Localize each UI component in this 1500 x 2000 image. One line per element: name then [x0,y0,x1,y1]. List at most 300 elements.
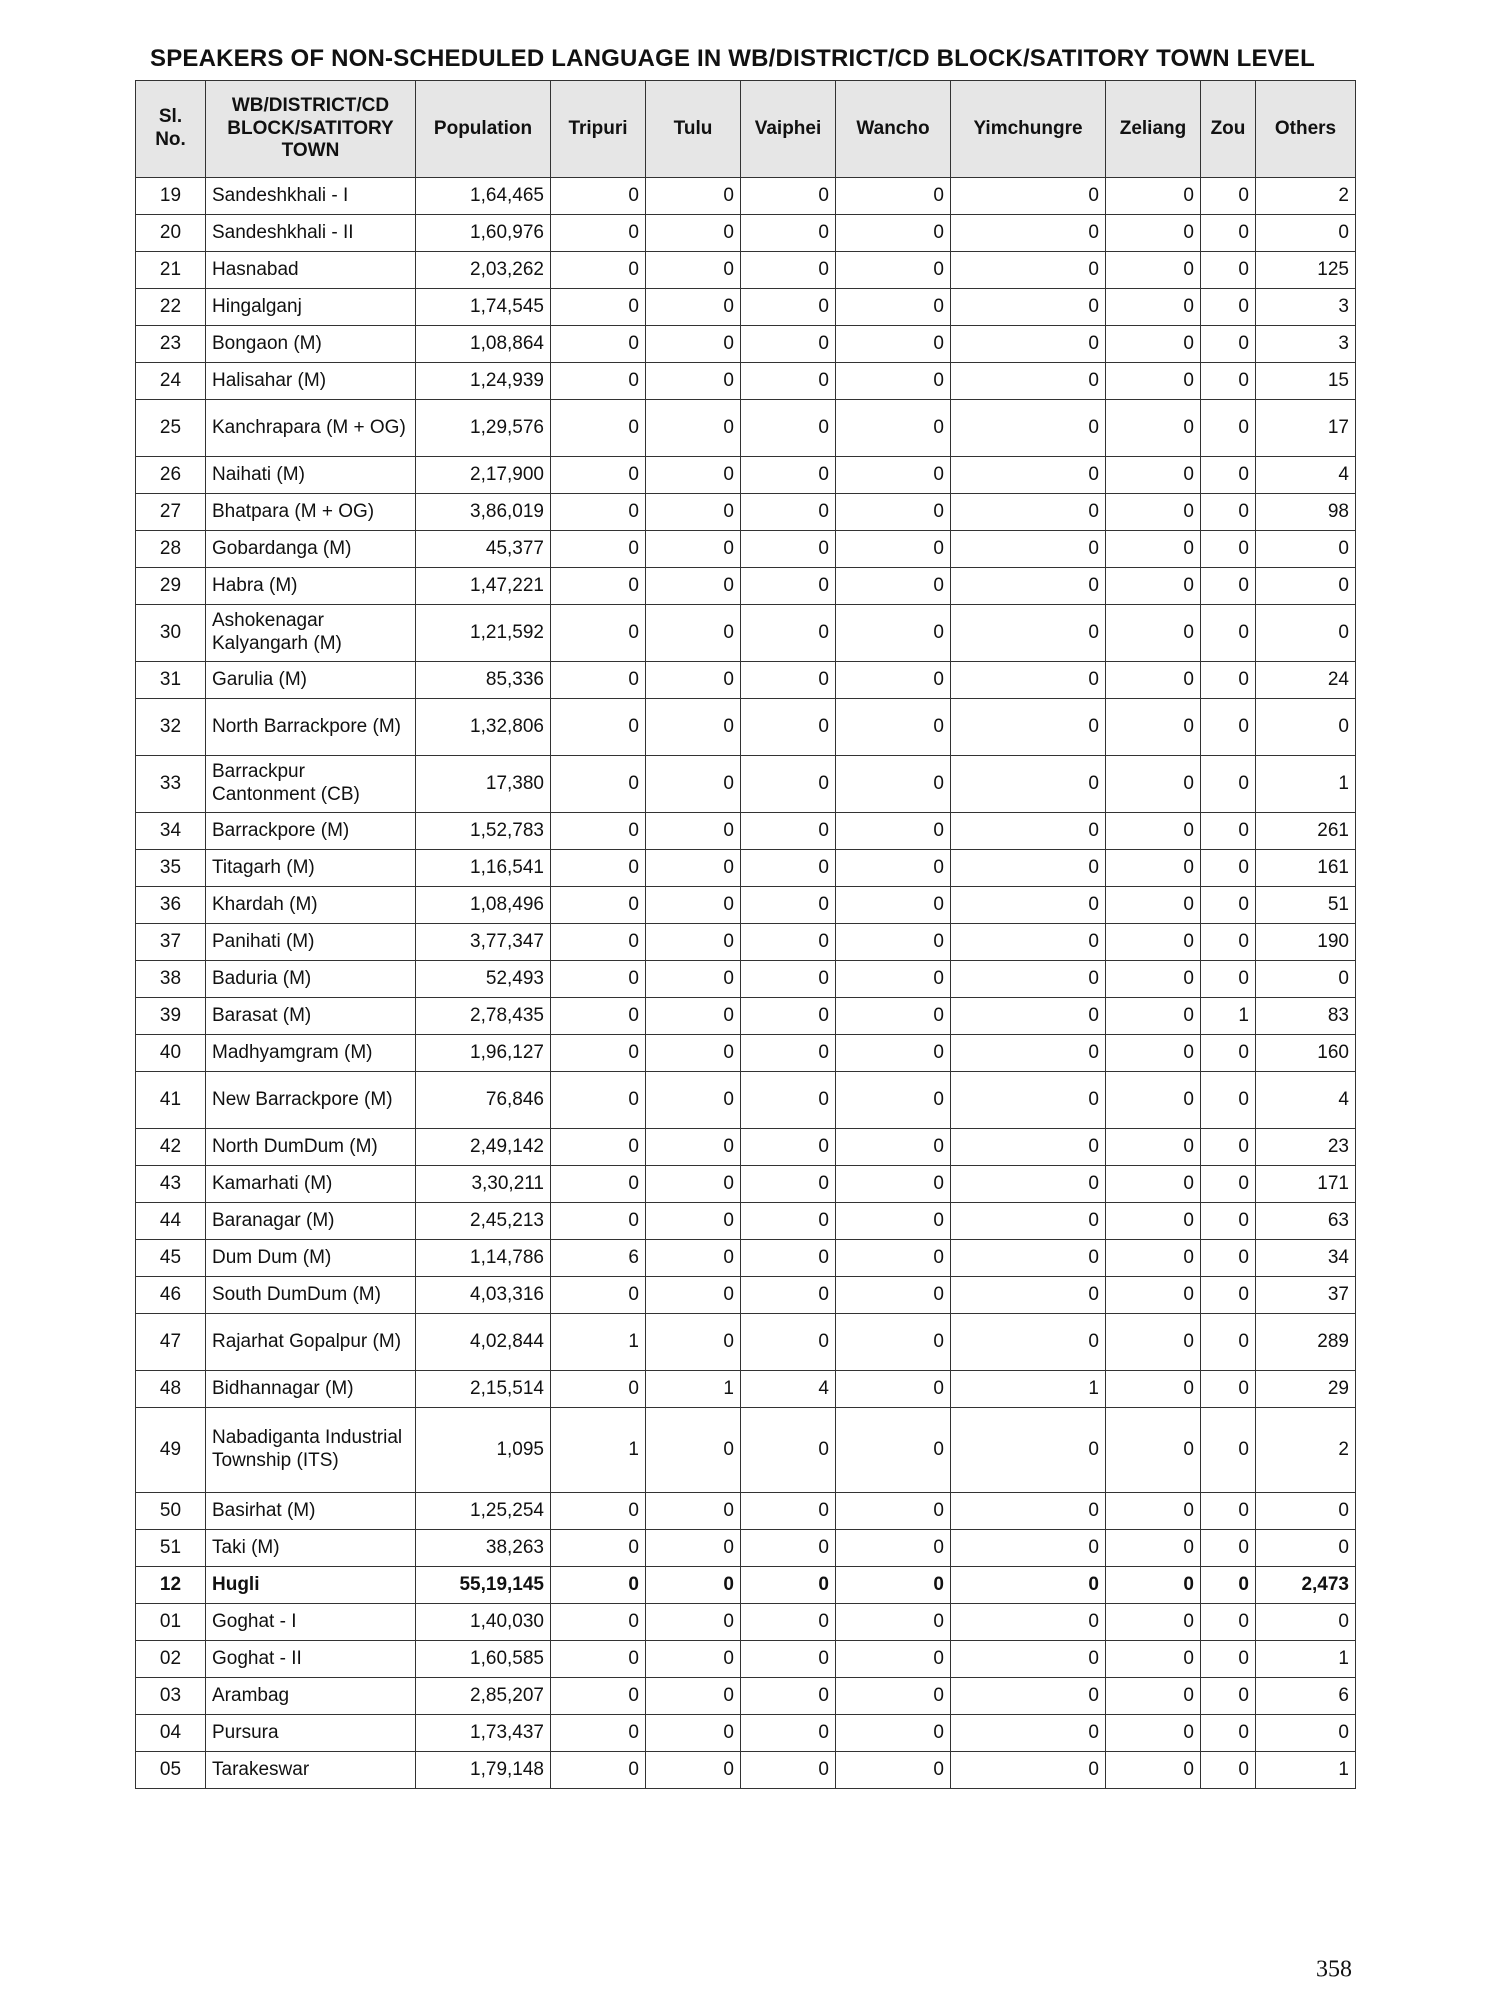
sl-no-cell: 43 [136,1166,206,1203]
population-cell: 2,03,262 [416,252,551,289]
area-name-cell: Baduria (M) [206,961,416,998]
zeliang-cell: 0 [1106,1567,1201,1604]
area-name-cell: Dum Dum (M) [206,1240,416,1277]
tulu-cell: 0 [646,961,741,998]
table-row [136,813,1356,850]
zou-cell: 0 [1201,605,1256,662]
tulu-cell: 0 [646,531,741,568]
tulu-cell: 1 [646,1371,741,1408]
zou-cell: 0 [1201,887,1256,924]
wancho-cell: 0 [836,961,951,998]
tripuri-cell: 0 [551,887,646,924]
population-cell: 85,336 [416,662,551,699]
zou-cell: 0 [1201,813,1256,850]
vaiphei-cell: 0 [741,887,836,924]
wancho-cell: 0 [836,568,951,605]
wancho-cell: 0 [836,494,951,531]
population-cell: 2,85,207 [416,1678,551,1715]
vaiphei-cell: 0 [741,1567,836,1604]
yimchungre-cell: 0 [951,457,1106,494]
tulu-cell: 0 [646,1567,741,1604]
zou-cell: 0 [1201,1715,1256,1752]
table-row [136,1035,1356,1072]
vaiphei-cell: 0 [741,400,836,457]
yimchungre-cell: 0 [951,605,1106,662]
zou-cell: 0 [1201,178,1256,215]
tripuri-cell: 0 [551,531,646,568]
population-cell: 3,30,211 [416,1166,551,1203]
tripuri-cell: 0 [551,1166,646,1203]
yimchungre-cell: 0 [951,326,1106,363]
tulu-cell: 0 [646,400,741,457]
tripuri-cell: 1 [551,1408,646,1493]
tripuri-cell: 0 [551,1035,646,1072]
sl-no-cell: 05 [136,1752,206,1789]
table-row [136,1166,1356,1203]
column-header: Zou [1201,81,1256,178]
zeliang-cell: 0 [1106,887,1201,924]
tulu-cell: 0 [646,326,741,363]
vaiphei-cell: 0 [741,1035,836,1072]
tripuri-cell: 0 [551,1678,646,1715]
zou-cell: 0 [1201,1240,1256,1277]
yimchungre-cell: 0 [951,1530,1106,1567]
wancho-cell: 0 [836,363,951,400]
others-cell: 0 [1256,1493,1356,1530]
vaiphei-cell: 0 [741,1277,836,1314]
table-row [136,1752,1356,1789]
zeliang-cell: 0 [1106,1493,1201,1530]
sl-no-cell: 29 [136,568,206,605]
zeliang-cell: 0 [1106,494,1201,531]
tulu-cell: 0 [646,1166,741,1203]
zou-cell: 0 [1201,326,1256,363]
area-name-cell: North Barrackpore (M) [206,699,416,756]
others-cell: 289 [1256,1314,1356,1371]
sl-no-cell: 38 [136,961,206,998]
population-cell: 2,49,142 [416,1129,551,1166]
others-cell: 6 [1256,1678,1356,1715]
yimchungre-cell: 0 [951,1129,1106,1166]
vaiphei-cell: 0 [741,1752,836,1789]
others-cell: 29 [1256,1371,1356,1408]
zou-cell: 1 [1201,998,1256,1035]
zou-cell: 0 [1201,1752,1256,1789]
area-name-cell: Goghat - II [206,1641,416,1678]
population-cell: 17,380 [416,756,551,813]
zeliang-cell: 0 [1106,1277,1201,1314]
vaiphei-cell: 0 [741,326,836,363]
population-cell: 1,08,496 [416,887,551,924]
yimchungre-cell: 0 [951,215,1106,252]
vaiphei-cell: 0 [741,363,836,400]
yimchungre-cell: 0 [951,1715,1106,1752]
yimchungre-cell: 0 [951,1314,1106,1371]
tripuri-cell: 0 [551,363,646,400]
others-cell: 37 [1256,1277,1356,1314]
vaiphei-cell: 0 [741,494,836,531]
population-cell: 3,77,347 [416,924,551,961]
yimchungre-cell: 0 [951,1408,1106,1493]
tripuri-cell: 0 [551,568,646,605]
population-cell: 1,52,783 [416,813,551,850]
table-row [136,215,1356,252]
tripuri-cell: 0 [551,1641,646,1678]
vaiphei-cell: 0 [741,1604,836,1641]
yimchungre-cell: 0 [951,756,1106,813]
others-cell: 23 [1256,1129,1356,1166]
table-row [136,887,1356,924]
vaiphei-cell: 0 [741,1203,836,1240]
vaiphei-cell: 0 [741,699,836,756]
wancho-cell: 0 [836,850,951,887]
yimchungre-cell: 0 [951,363,1106,400]
area-name-cell: Panihati (M) [206,924,416,961]
population-cell: 38,263 [416,1530,551,1567]
population-cell: 1,095 [416,1408,551,1493]
wancho-cell: 0 [836,1752,951,1789]
wancho-cell: 0 [836,605,951,662]
sl-no-cell: 30 [136,605,206,662]
tulu-cell: 0 [646,568,741,605]
vaiphei-cell: 0 [741,1641,836,1678]
vaiphei-cell: 0 [741,568,836,605]
tripuri-cell: 0 [551,1715,646,1752]
wancho-cell: 0 [836,1715,951,1752]
table-row [136,1371,1356,1408]
others-cell: 0 [1256,699,1356,756]
others-cell: 160 [1256,1035,1356,1072]
tripuri-cell: 0 [551,1203,646,1240]
area-name-cell: Tarakeswar [206,1752,416,1789]
table-row [136,1277,1356,1314]
others-cell: 0 [1256,1715,1356,1752]
others-cell: 3 [1256,326,1356,363]
vaiphei-cell: 0 [741,1166,836,1203]
zeliang-cell: 0 [1106,1408,1201,1493]
column-header: Population [416,81,551,178]
tulu-cell: 0 [646,924,741,961]
area-name-cell: North DumDum (M) [206,1129,416,1166]
tulu-cell: 0 [646,215,741,252]
population-cell: 2,45,213 [416,1203,551,1240]
table-row [136,924,1356,961]
zeliang-cell: 0 [1106,1203,1201,1240]
others-cell: 161 [1256,850,1356,887]
vaiphei-cell: 0 [741,961,836,998]
others-cell: 15 [1256,363,1356,400]
table-row [136,662,1356,699]
zeliang-cell: 0 [1106,662,1201,699]
tripuri-cell: 0 [551,252,646,289]
sl-no-cell: 31 [136,662,206,699]
zeliang-cell: 0 [1106,998,1201,1035]
area-name-cell: Khardah (M) [206,887,416,924]
header-row [136,81,1356,178]
tulu-cell: 0 [646,363,741,400]
zou-cell: 0 [1201,850,1256,887]
area-name-cell: Rajarhat Gopalpur (M) [206,1314,416,1371]
sl-no-cell: 26 [136,457,206,494]
tripuri-cell: 0 [551,1072,646,1129]
yimchungre-cell: 0 [951,1072,1106,1129]
others-cell: 63 [1256,1203,1356,1240]
column-header: Others [1256,81,1356,178]
yimchungre-cell: 0 [951,662,1106,699]
sl-no-cell: 04 [136,1715,206,1752]
yimchungre-cell: 0 [951,887,1106,924]
population-cell: 1,79,148 [416,1752,551,1789]
column-header: WB/DISTRICT/CD BLOCK/SATITORY TOWN [206,81,416,178]
area-name-cell: Barrackpur Cantonment (CB) [206,756,416,813]
area-name-cell: Nabadiganta Industrial Township (ITS) [206,1408,416,1493]
tripuri-cell: 0 [551,178,646,215]
population-cell: 1,32,806 [416,699,551,756]
others-cell: 0 [1256,961,1356,998]
zeliang-cell: 0 [1106,1240,1201,1277]
yimchungre-cell: 0 [951,1493,1106,1530]
zeliang-cell: 0 [1106,252,1201,289]
others-cell: 0 [1256,215,1356,252]
table-row [136,400,1356,457]
vaiphei-cell: 0 [741,252,836,289]
wancho-cell: 0 [836,1408,951,1493]
yimchungre-cell: 0 [951,289,1106,326]
table-row [136,1715,1356,1752]
area-name-cell: Arambag [206,1678,416,1715]
tulu-cell: 0 [646,756,741,813]
table-row [136,699,1356,756]
yimchungre-cell: 0 [951,813,1106,850]
yimchungre-cell: 0 [951,1166,1106,1203]
sl-no-cell: 20 [136,215,206,252]
sl-no-cell: 01 [136,1604,206,1641]
wancho-cell: 0 [836,252,951,289]
others-cell: 0 [1256,568,1356,605]
zeliang-cell: 0 [1106,1166,1201,1203]
yimchungre-cell: 0 [951,178,1106,215]
sl-no-cell: 46 [136,1277,206,1314]
table-row [136,531,1356,568]
tulu-cell: 0 [646,605,741,662]
tulu-cell: 0 [646,1493,741,1530]
population-cell: 1,16,541 [416,850,551,887]
vaiphei-cell: 0 [741,1240,836,1277]
wancho-cell: 0 [836,887,951,924]
tripuri-cell: 0 [551,1752,646,1789]
zou-cell: 0 [1201,662,1256,699]
wancho-cell: 0 [836,1072,951,1129]
column-header: Sl. No. [136,81,206,178]
zou-cell: 0 [1201,1166,1256,1203]
sl-no-cell: 49 [136,1408,206,1493]
sl-no-cell: 44 [136,1203,206,1240]
sl-no-cell: 25 [136,400,206,457]
table-row [136,1408,1356,1493]
zou-cell: 0 [1201,531,1256,568]
vaiphei-cell: 0 [741,1072,836,1129]
population-cell: 1,14,786 [416,1240,551,1277]
zou-cell: 0 [1201,457,1256,494]
page-title: SPEAKERS OF NON-SCHEDULED LANGUAGE IN WB/DISTRICT/CD BLOCK/SATITORY TOWN LEVEL [150,45,1315,72]
zou-cell: 0 [1201,1641,1256,1678]
area-name-cell: Taki (M) [206,1530,416,1567]
zeliang-cell: 0 [1106,1035,1201,1072]
zeliang-cell: 0 [1106,1129,1201,1166]
others-cell: 3 [1256,289,1356,326]
vaiphei-cell: 0 [741,1715,836,1752]
sl-no-cell: 45 [136,1240,206,1277]
wancho-cell: 0 [836,924,951,961]
zeliang-cell: 0 [1106,1072,1201,1129]
zeliang-cell: 0 [1106,289,1201,326]
area-name-cell: Bhatpara (M + OG) [206,494,416,531]
wancho-cell: 0 [836,756,951,813]
vaiphei-cell: 0 [741,457,836,494]
tripuri-cell: 0 [551,1493,646,1530]
sl-no-cell: 40 [136,1035,206,1072]
others-cell: 24 [1256,662,1356,699]
tulu-cell: 0 [646,1604,741,1641]
others-cell: 0 [1256,605,1356,662]
tripuri-cell: 6 [551,1240,646,1277]
population-cell: 1,64,465 [416,178,551,215]
area-name-cell: Habra (M) [206,568,416,605]
population-cell: 1,29,576 [416,400,551,457]
others-cell: 51 [1256,887,1356,924]
sl-no-cell: 47 [136,1314,206,1371]
area-name-cell: Barrackpore (M) [206,813,416,850]
zeliang-cell: 0 [1106,699,1201,756]
population-cell: 1,08,864 [416,326,551,363]
column-header: Tripuri [551,81,646,178]
table-row [136,1641,1356,1678]
area-name-cell: Gobardanga (M) [206,531,416,568]
others-cell: 171 [1256,1166,1356,1203]
zeliang-cell: 0 [1106,1752,1201,1789]
others-cell: 4 [1256,457,1356,494]
tripuri-cell: 0 [551,605,646,662]
population-cell: 1,47,221 [416,568,551,605]
sl-no-cell: 48 [136,1371,206,1408]
population-cell: 3,86,019 [416,494,551,531]
zeliang-cell: 0 [1106,400,1201,457]
yimchungre-cell: 0 [951,961,1106,998]
yimchungre-cell: 0 [951,850,1106,887]
tripuri-cell: 0 [551,850,646,887]
zeliang-cell: 0 [1106,1678,1201,1715]
zou-cell: 0 [1201,924,1256,961]
vaiphei-cell: 0 [741,1408,836,1493]
table-row [136,457,1356,494]
wancho-cell: 0 [836,1035,951,1072]
others-cell: 83 [1256,998,1356,1035]
others-cell: 1 [1256,1641,1356,1678]
population-cell: 76,846 [416,1072,551,1129]
sl-no-cell: 27 [136,494,206,531]
tripuri-cell: 0 [551,1530,646,1567]
sl-no-cell: 34 [136,813,206,850]
tripuri-cell: 0 [551,1129,646,1166]
zeliang-cell: 0 [1106,1314,1201,1371]
area-name-cell: Bongaon (M) [206,326,416,363]
vaiphei-cell: 0 [741,998,836,1035]
zou-cell: 0 [1201,289,1256,326]
population-cell: 1,60,976 [416,215,551,252]
table-body [136,178,1356,1789]
table-row [136,1203,1356,1240]
others-cell: 261 [1256,813,1356,850]
zou-cell: 0 [1201,252,1256,289]
wancho-cell: 0 [836,1567,951,1604]
tripuri-cell: 0 [551,662,646,699]
others-cell: 190 [1256,924,1356,961]
tulu-cell: 0 [646,1678,741,1715]
vaiphei-cell: 0 [741,289,836,326]
area-name-cell: Sandeshkhali - I [206,178,416,215]
vaiphei-cell: 0 [741,756,836,813]
wancho-cell: 0 [836,326,951,363]
column-header: Yimchungre [951,81,1106,178]
sl-no-cell: 50 [136,1493,206,1530]
tulu-cell: 0 [646,813,741,850]
table-row [136,605,1356,662]
wancho-cell: 0 [836,1530,951,1567]
sl-no-cell: 21 [136,252,206,289]
column-header: Vaiphei [741,81,836,178]
tripuri-cell: 0 [551,215,646,252]
zeliang-cell: 0 [1106,961,1201,998]
wancho-cell: 0 [836,1166,951,1203]
sl-no-cell: 35 [136,850,206,887]
table-row [136,326,1356,363]
sl-no-cell: 51 [136,1530,206,1567]
wancho-cell: 0 [836,1277,951,1314]
sl-no-cell: 39 [136,998,206,1035]
yimchungre-cell: 0 [951,400,1106,457]
yimchungre-cell: 0 [951,1641,1106,1678]
population-cell: 2,78,435 [416,998,551,1035]
population-cell: 1,96,127 [416,1035,551,1072]
zeliang-cell: 0 [1106,813,1201,850]
area-name-cell: Kamarhati (M) [206,1166,416,1203]
table-row [136,289,1356,326]
area-name-cell: Ashokenagar Kalyangarh (M) [206,605,416,662]
zeliang-cell: 0 [1106,1530,1201,1567]
tripuri-cell: 0 [551,289,646,326]
area-name-cell: Bidhannagar (M) [206,1371,416,1408]
yimchungre-cell: 0 [951,699,1106,756]
others-cell: 17 [1256,400,1356,457]
others-cell: 2 [1256,1408,1356,1493]
yimchungre-cell: 0 [951,1678,1106,1715]
sl-no-cell: 33 [136,756,206,813]
yimchungre-cell: 1 [951,1371,1106,1408]
table-row [136,756,1356,813]
area-name-cell: New Barrackpore (M) [206,1072,416,1129]
table-row [136,1314,1356,1371]
tripuri-cell: 0 [551,1371,646,1408]
language-table [135,80,1356,1789]
tripuri-cell: 0 [551,1567,646,1604]
zou-cell: 0 [1201,215,1256,252]
table-row [136,850,1356,887]
table-row [136,252,1356,289]
yimchungre-cell: 0 [951,1567,1106,1604]
zou-cell: 0 [1201,363,1256,400]
sl-no-cell: 42 [136,1129,206,1166]
population-cell: 1,25,254 [416,1493,551,1530]
